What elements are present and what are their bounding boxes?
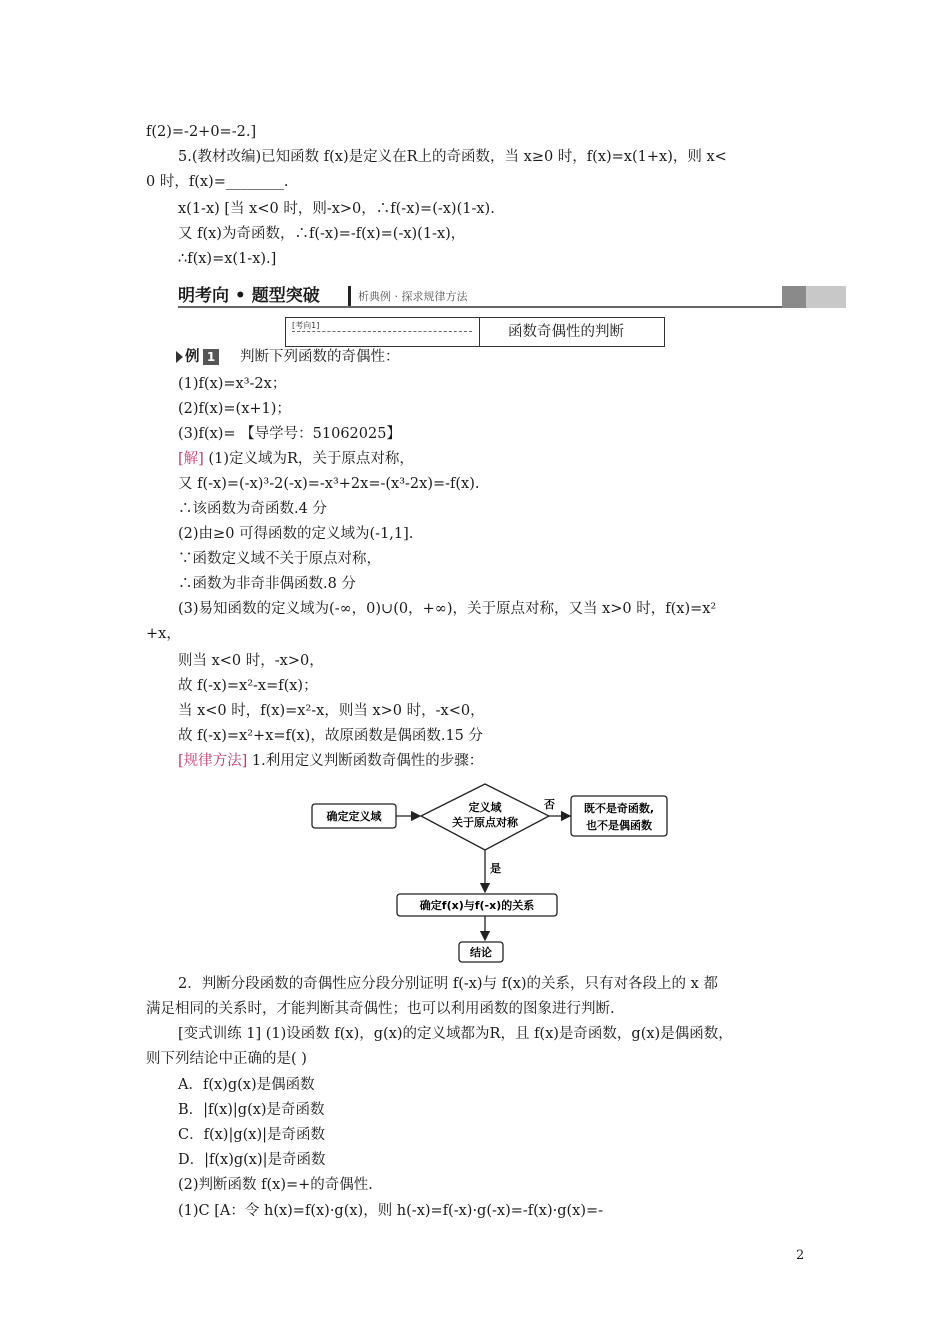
triangle-icon bbox=[176, 351, 183, 363]
exercise-question: 则下列结论中正确的是( ) bbox=[146, 1051, 307, 1067]
example-label: 例 bbox=[185, 349, 200, 365]
solution-line: 又 f(x)为奇函数，∴f(-x)=-f(x)=(-x)(1-x)， bbox=[178, 226, 466, 242]
section-subtitle: 析典例 · 探求规律方法 bbox=[358, 290, 468, 303]
example-badge bbox=[176, 347, 224, 367]
exercise-answer: (1)C [A：令 h(x)=f(x)·g(x)，则 h(-x)=f(-x)·g(-x)=-f(x)·g(x)=- bbox=[178, 1203, 604, 1219]
option-c: C．f(x)|g(x)|是奇函数 bbox=[178, 1127, 325, 1143]
solution-line: ∴该函数为奇函数.4 分 bbox=[178, 501, 327, 517]
banner-block-dark bbox=[782, 286, 806, 308]
solution-text: (1)定义域为R，关于原点对称， bbox=[203, 451, 414, 467]
topic-divider bbox=[479, 318, 480, 346]
flowchart bbox=[300, 780, 680, 970]
option-b: B．|f(x)|g(x)是奇函数 bbox=[178, 1102, 325, 1118]
exercise-heading: [变式训练 1] (1)设函数 f(x)，g(x)的定义域都为R，且 f(x)是奇函数，g(x)是偶函数， bbox=[178, 1026, 733, 1042]
example-prompt: 判断下列函数的奇偶性： bbox=[240, 349, 400, 365]
banner-rule bbox=[178, 306, 784, 308]
flow-decision-text-2: 关于原点对称 bbox=[452, 816, 518, 829]
answer-line: x(1-x) [当 x<0 时，则-x>0，∴f(-x)=(-x)(1-x). bbox=[178, 201, 495, 217]
section-banner bbox=[178, 284, 846, 308]
problem-5-line-1: 5.(教材改编)已知函数 f(x)是定义在R上的奇函数，当 x≥0 时，f(x)=x(1+x)，则 x< bbox=[178, 149, 727, 165]
method-point-2: 2．判断分段函数的奇偶性应分段分别证明 f(-x)与 f(x)的关系，只有对各段上的 x 都 bbox=[178, 976, 718, 992]
topic-box bbox=[285, 317, 665, 347]
problem-5-line-2: 0 时，f(x)=________. bbox=[146, 174, 289, 190]
section-title: 明考向 • 题型突破 bbox=[178, 286, 320, 306]
page-number: 2 bbox=[796, 1248, 805, 1263]
solution-line: 则当 x<0 时，-x>0， bbox=[178, 653, 324, 669]
method-point-2-cont: 满足相同的关系时，才能判断其奇偶性；也可以利用函数的图象进行判断. bbox=[146, 1001, 615, 1017]
flow-no-result-text-2: 也不是偶函数 bbox=[586, 819, 652, 832]
solution-line: 当 x<0 时，f(x)=x²-x，则当 x>0 时，-x<0， bbox=[178, 703, 485, 719]
flow-no-result-text-1: 既不是奇函数, bbox=[583, 802, 655, 815]
example-item-2: (2)f(x)=(x+1)； bbox=[178, 401, 291, 417]
example-item-3: (3)f(x)= 【导学号：51062025】 bbox=[178, 426, 401, 442]
solution-tag: [解] bbox=[178, 451, 204, 467]
method-tag: [规律方法] bbox=[178, 753, 248, 769]
topic-dashed-line bbox=[292, 331, 472, 332]
method-heading bbox=[178, 751, 483, 771]
solution-line: ∴函数为非奇非偶函数.8 分 bbox=[178, 576, 356, 592]
solution-line: 又 f(-x)=(-x)³-2(-x)=-x³+2x=-(x³-2x)=-f(x). bbox=[178, 476, 480, 492]
solution-line: +x， bbox=[146, 626, 181, 642]
flow-end-text: 结论 bbox=[470, 946, 492, 959]
solution-line: (3)易知函数的定义域为(-∞，0)∪(0，+∞)，关于原点对称，又当 x>0 时，f(x)=x² bbox=[178, 601, 717, 617]
solution-line: ∵函数定义域不关于原点对称， bbox=[178, 551, 381, 567]
topic-label: 函数奇偶性的判断 bbox=[508, 324, 624, 340]
banner-block-light bbox=[806, 286, 846, 308]
flow-no-label: 否 bbox=[544, 798, 555, 811]
method-text: 1.利用定义判断函数奇偶性的步骤： bbox=[247, 753, 484, 769]
flow-decision-text-1: 定义域 bbox=[468, 801, 502, 814]
option-d: D．|f(x)g(x)|是奇函数 bbox=[178, 1152, 326, 1168]
flow-relation-text: 确定f(x)与f(-x)的关系 bbox=[419, 899, 535, 912]
flow-start-text: 确定定义域 bbox=[326, 810, 382, 823]
flow-yes-label: 是 bbox=[490, 862, 501, 875]
banner-divider bbox=[348, 286, 351, 306]
solution-start bbox=[178, 449, 414, 469]
solution-line: f(2)=-2+0=-2.] bbox=[146, 124, 257, 140]
solution-line: 故 f(-x)=x²-x=f(x)； bbox=[178, 678, 318, 694]
option-a: A．f(x)g(x)是偶函数 bbox=[178, 1077, 315, 1093]
example-item-1: (1)f(x)=x³-2x； bbox=[178, 376, 287, 392]
example-number: 1 bbox=[203, 349, 219, 365]
topic-tag: [考向1] bbox=[292, 321, 320, 330]
solution-line: (2)由≥0 可得函数的定义域为(-1,1]. bbox=[178, 526, 414, 542]
solution-line: ∴f(x)=x(1-x).] bbox=[178, 251, 277, 267]
exercise-part-2: (2)判断函数 f(x)=+的奇偶性. bbox=[178, 1177, 373, 1193]
solution-line: 故 f(-x)=x²+x=f(x)，故原函数是偶函数.15 分 bbox=[178, 728, 484, 744]
